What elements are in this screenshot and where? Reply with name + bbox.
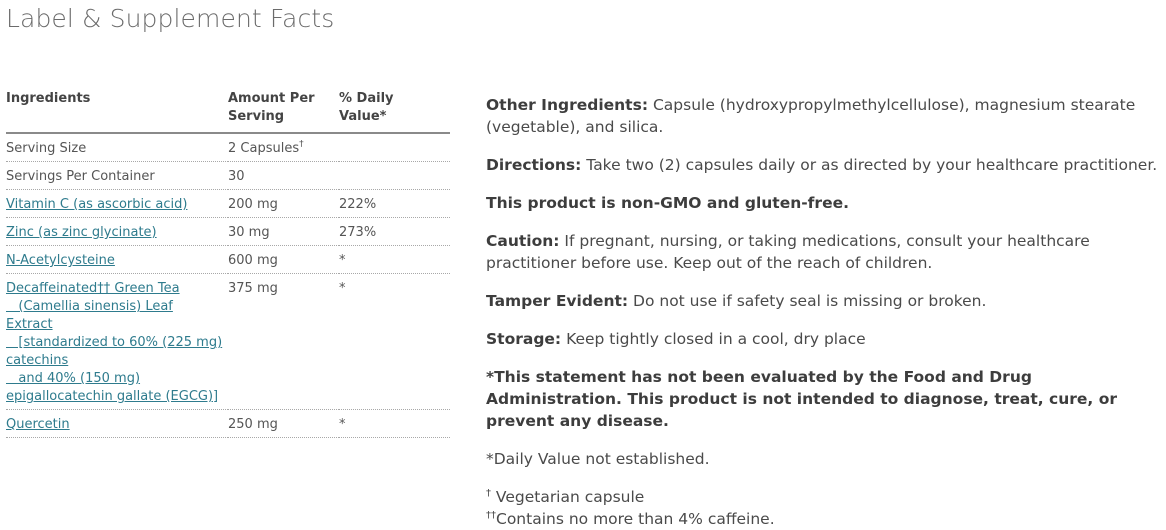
daily-value-cell: *	[339, 274, 450, 410]
ingredient-cell: Serving Size	[6, 133, 228, 162]
amount-cell	[228, 133, 339, 162]
supplement-facts-table	[6, 90, 450, 438]
fda-disclaimer: *This statement has not been evaluated by the Food and Drug Administration. This product is not intended to diagnose, treat, cure, or prevent any disease.	[486, 368, 1118, 430]
other-ingredients-label: Other Ingredients:	[486, 96, 649, 114]
amount-cell: 30 mg	[228, 218, 339, 246]
table-row-serving-size	[6, 133, 450, 162]
amount-cell: 600 mg	[228, 246, 339, 274]
double-dagger-mark: ††	[486, 509, 496, 521]
ingredient-line: and 40% (150 mg)	[6, 371, 141, 386]
caution	[486, 230, 1158, 274]
ingredient-line: Decaffeinated†† Green Tea	[6, 281, 180, 296]
ingredient-line: (Camellia sinensis) Leaf	[6, 299, 173, 314]
daily-value-cell: 273%	[339, 218, 450, 246]
ingredient-line: [standardized to 60% (225 mg)	[6, 335, 223, 350]
daily-value-cell	[339, 133, 450, 162]
ingredient-link-green-tea-extract[interactable]	[6, 280, 228, 406]
page-title: Label & Supplement Facts	[6, 4, 335, 33]
table-row-n-acetylcysteine	[6, 246, 450, 274]
header-amount	[228, 90, 339, 133]
footnotes	[486, 486, 1158, 530]
directions-label: Directions:	[486, 156, 582, 174]
ingredient-cell	[6, 410, 228, 438]
header-dv-line2: Value*	[339, 109, 387, 124]
table-header-row	[6, 90, 450, 133]
footnote-vegetarian	[486, 486, 1158, 508]
daily-value-cell: *	[339, 246, 450, 274]
daily-value-note: *Daily Value not established.	[486, 450, 710, 468]
tamper-evident-label: Tamper Evident:	[486, 292, 629, 310]
header-ingredients-label: Ingredients	[6, 91, 91, 106]
footnote-text: Contains no more than 4% caffeine.	[496, 510, 775, 528]
amount-cell: 200 mg	[228, 190, 339, 218]
non-gmo-statement: This product is non-GMO and gluten-free.	[486, 194, 849, 212]
ingredient-link-zinc[interactable]: Zinc (as zinc glycinate)	[6, 225, 157, 240]
ingredient-line: catechins	[6, 353, 69, 368]
amount-text: 2 Capsules	[228, 141, 300, 156]
ingredient-line: epigallocatechin gallate (EGCG)]	[6, 389, 219, 404]
ingredient-cell	[6, 246, 228, 274]
daily-value-cell: *	[339, 410, 450, 438]
caution-label: Caution:	[486, 232, 560, 250]
table-row-zinc	[6, 218, 450, 246]
ingredient-cell: Servings Per Container	[6, 162, 228, 190]
amount-cell: 30	[228, 162, 339, 190]
header-ingredients	[6, 90, 228, 133]
header-dv-line1: % Daily	[339, 91, 394, 106]
ingredient-line: Extract	[6, 317, 53, 332]
header-amount-line1: Amount Per	[228, 91, 315, 106]
ingredient-cell	[6, 274, 228, 410]
other-ingredients-text: Capsule (hydroxypropylmethylcellulose), magnesium stearate (vegetable), and silica.	[486, 96, 1136, 136]
table-row-servings-per-container	[6, 162, 450, 190]
directions-text: Take two (2) capsules daily or as directed by your healthcare practitioner.	[581, 156, 1158, 174]
footnote-caffeine	[486, 508, 1158, 530]
table-row-vitamin-c	[6, 190, 450, 218]
dagger-mark: †	[486, 487, 491, 499]
amount-cell: 250 mg	[228, 410, 339, 438]
daily-value-cell: 222%	[339, 190, 450, 218]
ingredient-cell	[6, 218, 228, 246]
ingredient-link-vitamin-c[interactable]: Vitamin C (as ascorbic acid)	[6, 197, 188, 212]
storage-text: Keep tightly closed in a cool, dry place	[561, 330, 866, 348]
tamper-evident-text: Do not use if safety seal is missing or broken.	[628, 292, 987, 310]
dagger-mark: †	[299, 139, 304, 150]
ingredient-link-quercetin[interactable]: Quercetin	[6, 417, 70, 432]
table-row-quercetin	[6, 410, 450, 438]
product-info-panel	[486, 94, 1158, 530]
header-daily-value	[339, 90, 450, 133]
amount-cell: 375 mg	[228, 274, 339, 410]
daily-value-cell	[339, 162, 450, 190]
storage-label: Storage:	[486, 330, 562, 348]
tamper-evident	[486, 290, 1158, 312]
ingredient-link-n-acetylcysteine[interactable]: N-Acetylcysteine	[6, 253, 115, 268]
ingredient-cell	[6, 190, 228, 218]
table-row-green-tea-extract	[6, 274, 450, 410]
directions	[486, 154, 1158, 176]
header-amount-line2: Serving	[228, 109, 285, 124]
other-ingredients	[486, 94, 1158, 138]
footnote-text: Vegetarian capsule	[491, 488, 645, 506]
caution-text: If pregnant, nursing, or taking medications, consult your healthcare practitioner before use. Keep out of the reach of children.	[486, 232, 1090, 272]
storage	[486, 328, 1158, 350]
